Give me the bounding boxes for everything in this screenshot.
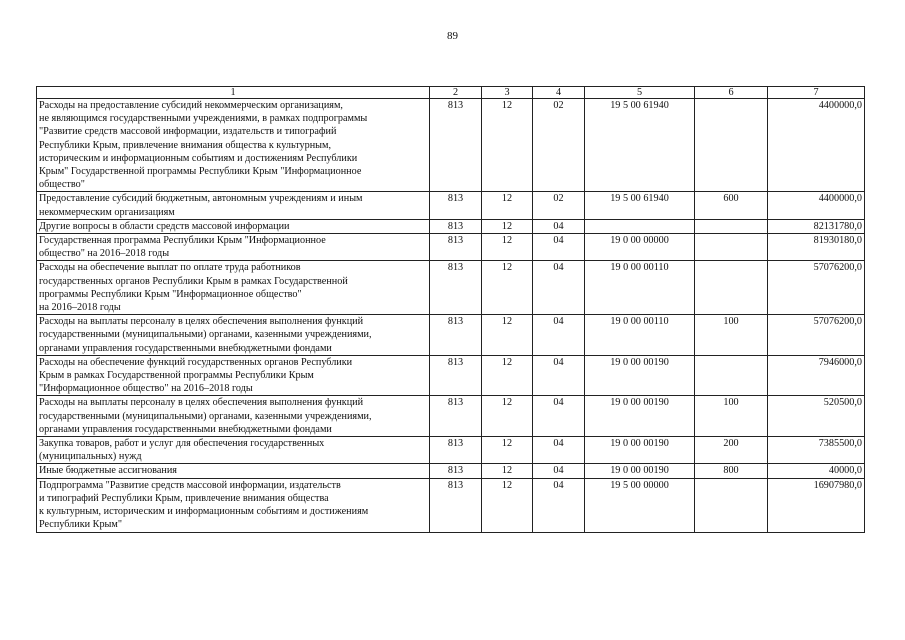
- glava-cell: 813: [430, 234, 482, 261]
- glava-cell: 813: [430, 478, 482, 532]
- subsection-cell: 04: [533, 437, 585, 464]
- target-article-cell: [585, 219, 695, 233]
- column-header: 6: [695, 87, 768, 99]
- expense-type-cell: 100: [695, 396, 768, 437]
- section-cell: 12: [482, 261, 533, 315]
- column-header: 7: [768, 87, 865, 99]
- row-name-cell: Расходы на обеспечение выплат по оплате труда работников государственных органов Республики Крым в рамках Государственной программы Республики Крым "Информационное общество" на 2016–2018 годы: [37, 261, 430, 315]
- row-name-cell: Иные бюджетные ассигнования: [37, 464, 430, 478]
- budget-table: [36, 86, 865, 533]
- column-header: 4: [533, 87, 585, 99]
- glava-cell: 813: [430, 261, 482, 315]
- target-article-cell: 19 0 00 00110: [585, 261, 695, 315]
- column-header: 2: [430, 87, 482, 99]
- subsection-cell: 04: [533, 478, 585, 532]
- expense-type-cell: 600: [695, 192, 768, 219]
- table-row: [37, 99, 865, 192]
- glava-cell: 813: [430, 355, 482, 396]
- target-article-cell: 19 0 00 00190: [585, 396, 695, 437]
- expense-type-cell: 800: [695, 464, 768, 478]
- expense-type-cell: 200: [695, 437, 768, 464]
- expense-type-cell: [695, 478, 768, 532]
- row-name-cell: Предоставление субсидий бюджетным, автономным учреждениям и иным некоммерческим организациям: [37, 192, 430, 219]
- column-header: 1: [37, 87, 430, 99]
- amount-cell: 81930180,0: [768, 234, 865, 261]
- glava-cell: 813: [430, 396, 482, 437]
- amount-cell: 57076200,0: [768, 261, 865, 315]
- section-cell: 12: [482, 315, 533, 356]
- glava-cell: 813: [430, 437, 482, 464]
- subsection-cell: 04: [533, 234, 585, 261]
- glava-cell: 813: [430, 99, 482, 192]
- expense-type-cell: [695, 355, 768, 396]
- table-row: [37, 234, 865, 261]
- table-row: [37, 315, 865, 356]
- target-article-cell: 19 5 00 61940: [585, 192, 695, 219]
- target-article-cell: 19 0 00 00190: [585, 437, 695, 464]
- amount-cell: 16907980,0: [768, 478, 865, 532]
- subsection-cell: 04: [533, 315, 585, 356]
- subsection-cell: 04: [533, 396, 585, 437]
- glava-cell: 813: [430, 192, 482, 219]
- amount-cell: 7385500,0: [768, 437, 865, 464]
- table-row: [37, 478, 865, 532]
- target-article-cell: 19 0 00 00000: [585, 234, 695, 261]
- column-header: 3: [482, 87, 533, 99]
- subsection-cell: 02: [533, 99, 585, 192]
- section-cell: 12: [482, 219, 533, 233]
- section-cell: 12: [482, 437, 533, 464]
- row-name-cell: Государственная программа Республики Крым "Информационное общество" на 2016–2018 годы: [37, 234, 430, 261]
- table-row: [37, 219, 865, 233]
- section-cell: 12: [482, 234, 533, 261]
- expense-type-cell: 100: [695, 315, 768, 356]
- glava-cell: 813: [430, 219, 482, 233]
- subsection-cell: 04: [533, 261, 585, 315]
- amount-cell: 520500,0: [768, 396, 865, 437]
- table-row: [37, 355, 865, 396]
- amount-cell: 82131780,0: [768, 219, 865, 233]
- table-row: [37, 464, 865, 478]
- target-article-cell: 19 5 00 00000: [585, 478, 695, 532]
- expense-type-cell: [695, 234, 768, 261]
- table-row: [37, 192, 865, 219]
- amount-cell: 4400000,0: [768, 192, 865, 219]
- target-article-cell: 19 0 00 00110: [585, 315, 695, 356]
- section-cell: 12: [482, 464, 533, 478]
- section-cell: 12: [482, 99, 533, 192]
- glava-cell: 813: [430, 464, 482, 478]
- page-number: 89: [447, 30, 458, 42]
- table-header-row: [37, 87, 865, 99]
- target-article-cell: 19 0 00 00190: [585, 355, 695, 396]
- row-name-cell: Закупка товаров, работ и услуг для обеспечения государственных (муниципальных) нужд: [37, 437, 430, 464]
- expense-type-cell: [695, 99, 768, 192]
- column-header: 5: [585, 87, 695, 99]
- amount-cell: 57076200,0: [768, 315, 865, 356]
- table-row: [37, 437, 865, 464]
- row-name-cell: Расходы на выплаты персоналу в целях обеспечения выполнения функций государственными (муниципальными) органами, казенными учреждениями, органами управления государственными внебюджетными фондами: [37, 396, 430, 437]
- target-article-cell: 19 0 00 00190: [585, 464, 695, 478]
- expense-type-cell: [695, 219, 768, 233]
- amount-cell: 40000,0: [768, 464, 865, 478]
- subsection-cell: 02: [533, 192, 585, 219]
- row-name-cell: Другие вопросы в области средств массовой информации: [37, 219, 430, 233]
- amount-cell: 7946000,0: [768, 355, 865, 396]
- row-name-cell: Расходы на обеспечение функций государственных органов Республики Крым в рамках Государственной программы Республики Крым "Информационное общество" на 2016–2018 годы: [37, 355, 430, 396]
- amount-cell: 4400000,0: [768, 99, 865, 192]
- expense-type-cell: [695, 261, 768, 315]
- row-name-cell: Подпрограмма "Развитие средств массовой информации, издательств и типографий Республики Крым, привлечение внимания общества к культурным, историческим и информационным событиям и достижениям Республики Крым": [37, 478, 430, 532]
- subsection-cell: 04: [533, 219, 585, 233]
- section-cell: 12: [482, 396, 533, 437]
- table-row: [37, 261, 865, 315]
- section-cell: 12: [482, 192, 533, 219]
- glava-cell: 813: [430, 315, 482, 356]
- section-cell: 12: [482, 355, 533, 396]
- row-name-cell: Расходы на выплаты персоналу в целях обеспечения выполнения функций государственными (муниципальными) органами, казенными учреждениями, органами управления государственными внебюджетными фондами: [37, 315, 430, 356]
- row-name-cell: Расходы на предоставление субсидий некоммерческим организациям, не являющимся государственными учреждениями, в рамках подпрограммы "Развитие средств массовой информации, издательств и типографий Республики Крым, привлечение внимания общества к культурным, историческим и информационным событиям и достижениям Республики Крым" Государственной программы Республики Крым "Информационное общество": [37, 99, 430, 192]
- target-article-cell: 19 5 00 61940: [585, 99, 695, 192]
- subsection-cell: 04: [533, 464, 585, 478]
- table-row: [37, 396, 865, 437]
- section-cell: 12: [482, 478, 533, 532]
- subsection-cell: 04: [533, 355, 585, 396]
